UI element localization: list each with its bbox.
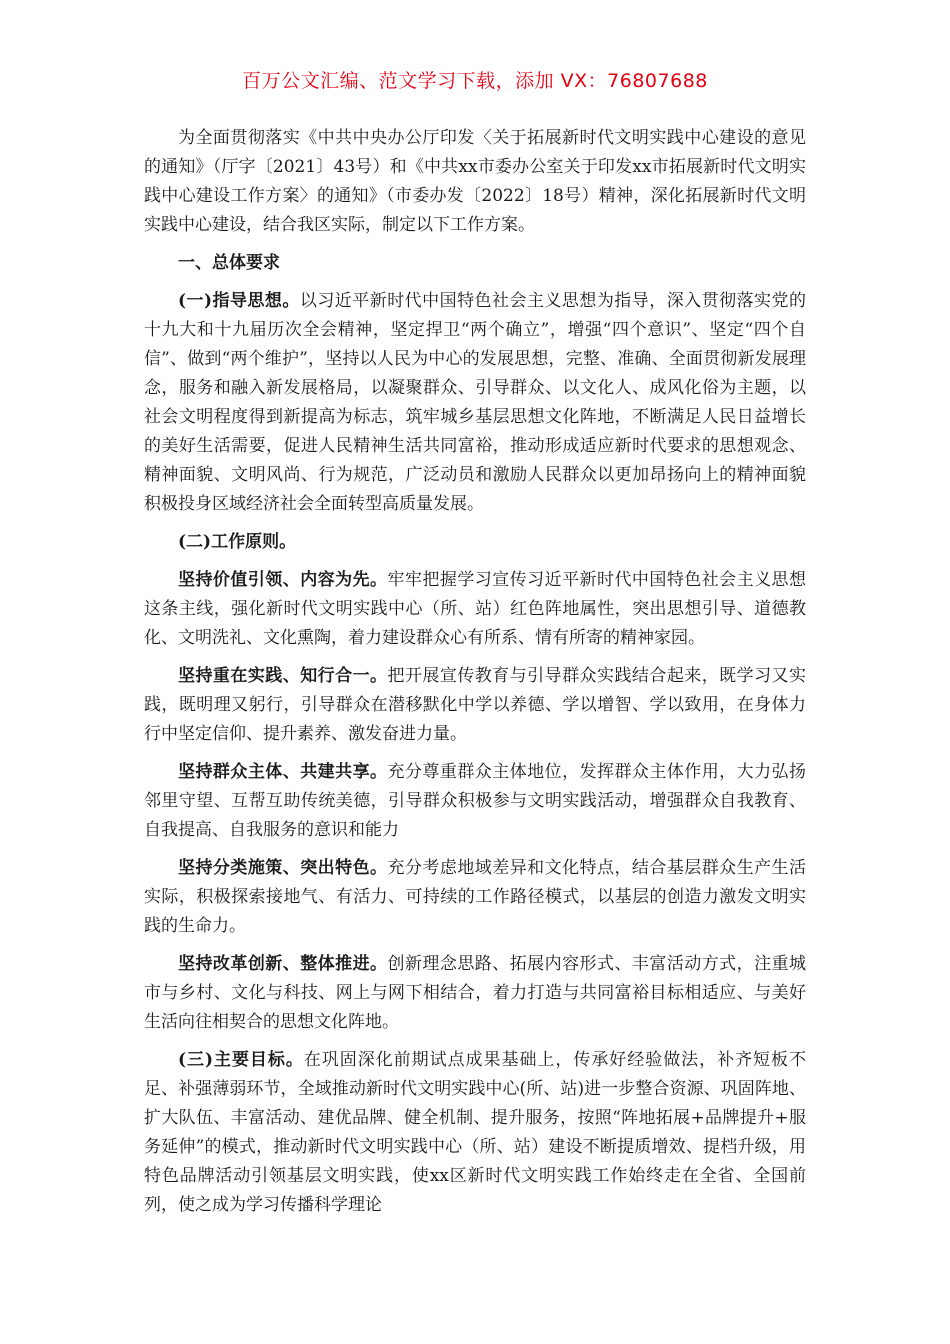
guiding-lead: (一)指导思想。 [178, 291, 300, 311]
principle-lead: 坚持群众主体、共建共享。 [178, 762, 388, 782]
principle-lead: 坚持分类施策、突出特色。 [178, 858, 388, 878]
principle-paragraph [144, 758, 806, 845]
principle-paragraph [144, 854, 806, 941]
principle-paragraph [144, 662, 806, 749]
intro-paragraph: 为全面贯彻落实《中共中央办公厅印发〈关于拓展新时代文明实践中心建设的意见的通知》（厅字〔2021〕43号）和《中共xx市委办公室关于印发xx市拓展新时代文明实践中心建设工作方案〉的通知》（市委办发〔2022〕18号）精神，深化拓展新时代文明实践中心建设，结合我区实际，制定以下工作方案。 [144, 128, 806, 235]
section-heading: 一、总体要求 [178, 253, 280, 273]
principle-lead: 坚持改革创新、整体推进。 [178, 954, 388, 974]
header-banner: 百万公文汇编、范文学习下载，添加 VX：76807688 [242, 70, 708, 92]
principle-text: 充分考虑地域差异和文化特点，结合基层群众生产生活实际，积极探索接地气、有活力、可持续的工作路径模式，以基层的创造力激发文明实践的生命力。 [144, 858, 807, 936]
guiding-text: 以习近平新时代中国特色社会主义思想为指导，深入贯彻落实党的十九大和十九届历次全会精神，坚定捍卫“两个确立”，增强“四个意识”、坚定“四个自信”、做到“两个维护”，坚持以人民为中心的发展思想，完整、准确、全面贯彻新发展理念，服务和融入新发展格局，以凝聚群众、引导群众、以文化人、成风化俗为主题，以社会文明程度得到新提高为标志，筑牢城乡基层思想文化阵地，不断满足人民日益增长的美好生活需要，促进人民精神生活共同富裕，推动形成适应新时代要求的思想观念、精神面貌、文明风尚、行为规范，广泛动员和激励人民群众以更加昂扬向上的精神面貌积极投身区域经济社会全面转型高质量发展。 [144, 291, 806, 514]
principle-text: 把开展宣传教育与引导群众实践结合起来，既学习又实践，既明理又躬行，引导群众在潜移默化中学以养德、学以增智、学以致用，在身体力行中坚定信仰、提升素养、激发奋进力量。 [144, 666, 807, 744]
principles-heading: (二)工作原则。 [178, 532, 297, 552]
goals-lead: (三)主要目标。 [178, 1050, 304, 1070]
principle-text: 牢牢把握学习宣传习近平新时代中国特色社会主义思想这条主线，强化新时代文明实践中心（所、站）红色阵地属性，突出思想引导、道德教化、文明洗礼、文化熏陶，着力建设群众心有所系、情有所寄的精神家园。 [144, 570, 807, 648]
goals-text: 在巩固深化前期试点成果基础上，传承好经验做法，补齐短板不足、补强薄弱环节，全域推动新时代文明实践中心(所、站)进一步整合资源、巩固阵地、扩大队伍、丰富活动、建优品牌、健全机制、提升服务，按照“阵地拓展+品牌提升+服务延伸”的模式，推动新时代文明实践中心（所、站）建设不断提质增效、提档升级，用特色品牌活动引领基层文明实践，使xx区新时代文明实践工作始终走在全省、全国前列，使之成为学习传播科学理论 [144, 1050, 806, 1215]
principle-lead: 坚持价值引领、内容为先。 [178, 570, 388, 590]
principle-paragraph [144, 950, 806, 1037]
guiding-paragraph [144, 287, 806, 519]
goals-paragraph [144, 1046, 806, 1220]
principle-text: 充分尊重群众主体地位，发挥群众主体作用，大力弘扬邻里守望、互帮互助传统美德，引导群众积极参与文明实践活动，增强群众自我教育、自我提高、自我服务的意识和能力 [144, 762, 807, 840]
principle-lead: 坚持重在实践、知行合一。 [178, 666, 388, 686]
principle-paragraph [144, 566, 806, 653]
principle-text: 创新理念思路、拓展内容形式、丰富活动方式，注重城市与乡村、文化与科技、网上与网下相结合，着力打造与共同富裕目标相适应、与美好生活向往相契合的思想文化阵地。 [144, 954, 807, 1032]
document-body [144, 124, 806, 1229]
